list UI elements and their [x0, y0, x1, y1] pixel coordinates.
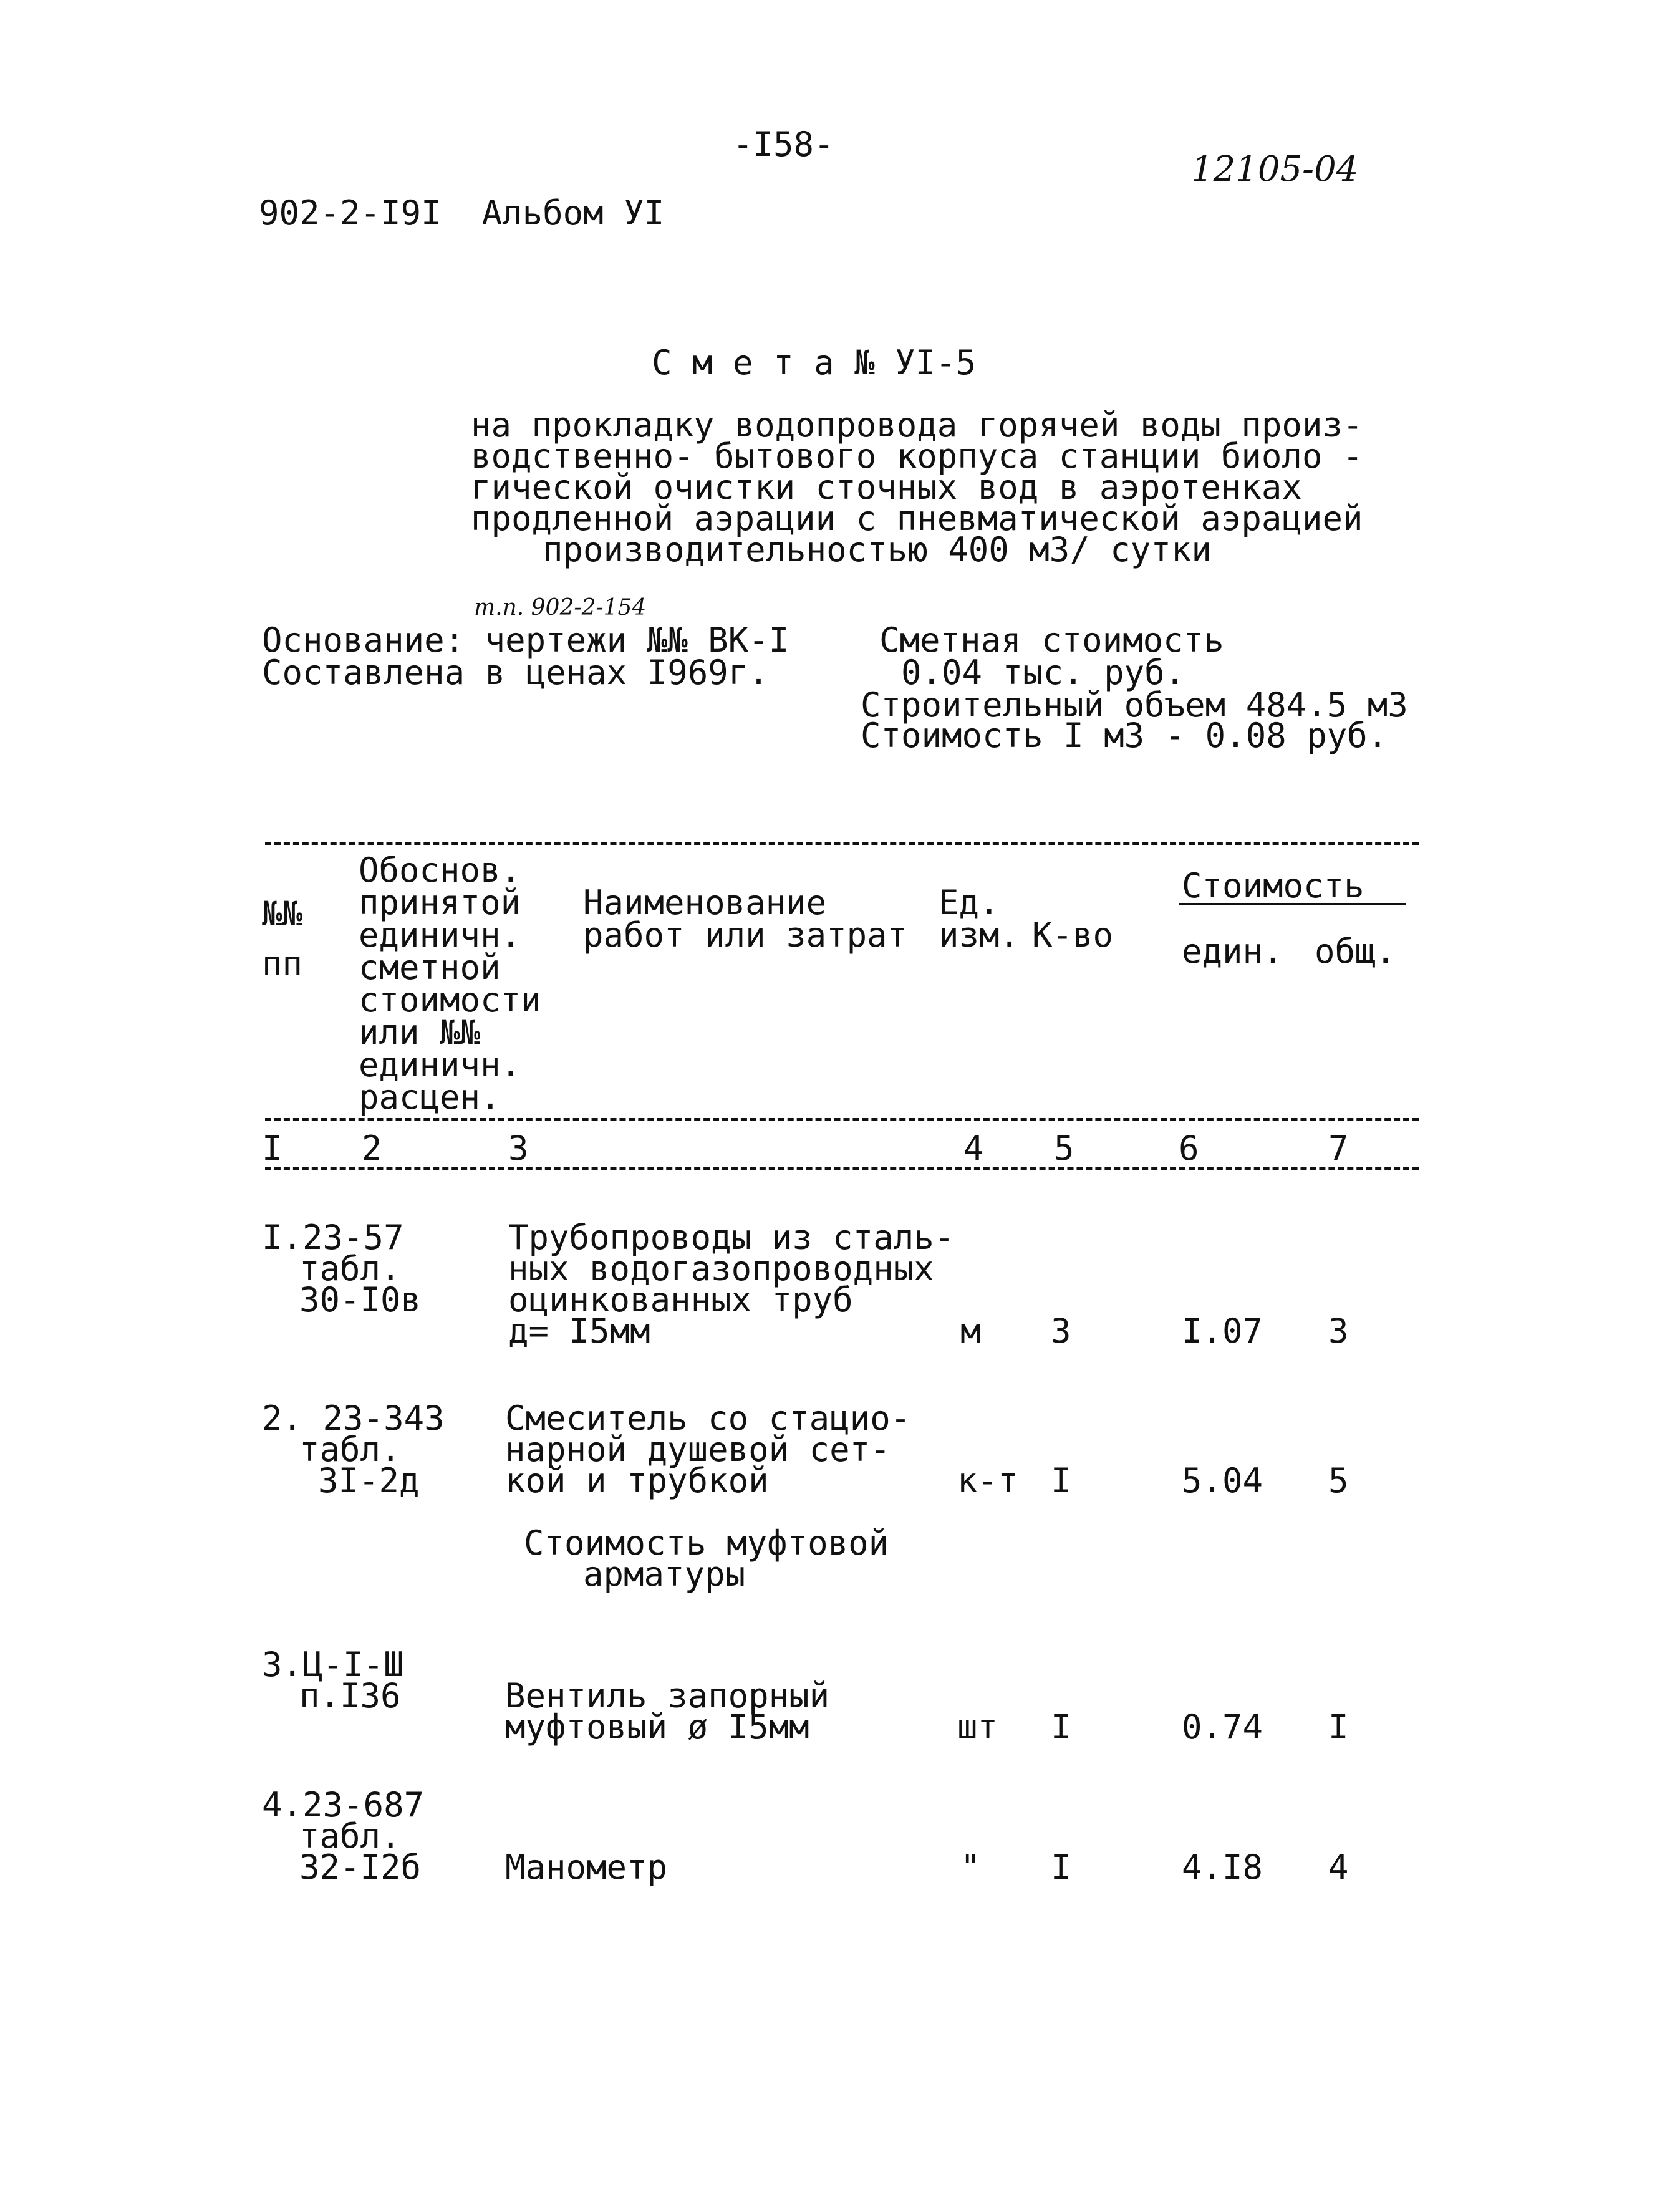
row-2-name-line-1: Смеситель со стацио- — [505, 1399, 911, 1438]
estimate-subtitle-line-4: продленной аэрации с пневматической аэрацией — [471, 499, 1363, 538]
column-number-1: I — [262, 1129, 282, 1168]
header-cost: Стоимость — [1182, 866, 1364, 905]
row-3-basis-line-2: п.I36 — [299, 1676, 401, 1715]
header-basis-line-6: или №№ — [359, 1013, 481, 1052]
table-header-rule — [265, 1118, 1419, 1121]
row-3-basis-line-1: 3.Ц-I-Ш — [262, 1645, 404, 1684]
row-2-total: 5 — [1328, 1461, 1349, 1500]
header-basis-line-5: стоимости — [359, 980, 541, 1020]
row-1-name-line-2: ных водогазопроводных — [508, 1249, 934, 1288]
cost-summary-line-2: 0.04 тыс. руб. — [901, 653, 1185, 692]
header-basis-line-4: сметной — [359, 948, 501, 987]
basis-line-2: Составлена в ценах I969г. — [262, 653, 769, 692]
header-basis-line-3: единичн. — [359, 915, 521, 955]
header-num-line-2: пп — [262, 944, 303, 983]
row-4-basis-line-2: табл. — [299, 1816, 401, 1856]
row-4-name-line-1: Манометр — [505, 1848, 668, 1887]
row-2-basis-line-2: табл. — [299, 1430, 401, 1469]
header-basis-line-1: Обоснов. — [359, 851, 521, 890]
row-2-basis-line-3: 3I-2д — [318, 1461, 420, 1500]
row-4-basis-line-3: 32-I2б — [299, 1848, 422, 1887]
header-cost-total: общ. — [1315, 932, 1396, 971]
header-cost-unit: един. — [1182, 932, 1283, 971]
row-2-unit: к-т — [957, 1461, 1018, 1500]
row-1-name-line-4: д= I5мм — [508, 1311, 650, 1351]
row-1-quantity: 3 — [1051, 1311, 1071, 1351]
row-1-unit: м — [960, 1311, 981, 1351]
handwritten-note: т.п. 902-2-154 — [474, 595, 647, 620]
header-num-line-1: №№ — [262, 894, 303, 933]
row-1-basis-line-2: табл. — [299, 1249, 401, 1288]
column-number-6: 6 — [1179, 1129, 1199, 1168]
cost-summary-line-4: Стоимость I м3 - 0.08 руб. — [861, 716, 1388, 755]
header-cost-underline — [1179, 903, 1406, 905]
row-3-total: I — [1328, 1707, 1349, 1747]
row-1-basis-line-3: 30-I0в — [299, 1280, 422, 1319]
row-2-name-line-3: кой и трубкой — [505, 1461, 769, 1500]
header-basis-line-8: расцен. — [359, 1077, 501, 1117]
header-quantity: К-во — [1032, 915, 1114, 955]
section-heading-line-2: арматуры — [583, 1555, 746, 1594]
row-1-unit-cost: I.07 — [1182, 1311, 1263, 1351]
basis-line-1: Основание: чертежи №№ ВК-I — [262, 620, 789, 660]
cost-summary-line-1: Сметная стоимость — [879, 620, 1224, 660]
row-1-total: 3 — [1328, 1311, 1349, 1351]
row-1-name-line-1: Трубопроводы из сталь- — [508, 1218, 955, 1257]
header-unit-line-1: Ед. — [939, 883, 1000, 922]
row-2-unit-cost: 5.04 — [1182, 1461, 1263, 1500]
estimate-title: С м е т а № УI-5 — [652, 343, 977, 382]
row-3-quantity: I — [1051, 1707, 1071, 1747]
estimate-subtitle-line-5: производительностью 400 м3/ сутки — [543, 530, 1212, 569]
page-number: -I58- — [733, 125, 834, 164]
header-basis-line-2: принятой — [359, 883, 521, 922]
row-3-unit-cost: 0.74 — [1182, 1707, 1263, 1747]
header-basis-line-7: единичн. — [359, 1045, 521, 1084]
row-4-basis-line-1: 4.23-687 — [262, 1785, 425, 1825]
header-name-line-2: работ или затрат — [583, 915, 908, 955]
column-number-3: 3 — [508, 1129, 529, 1168]
archive-number: 12105-04 — [1191, 149, 1359, 190]
estimate-subtitle-line-1: на прокладку водопровода горячей воды произ- — [471, 405, 1363, 445]
row-4-unit: " — [960, 1848, 981, 1887]
header-name-line-1: Наименование — [583, 883, 827, 922]
column-number-4: 4 — [963, 1129, 984, 1168]
row-4-quantity: I — [1051, 1848, 1071, 1887]
row-2-quantity: I — [1051, 1461, 1071, 1500]
column-number-7: 7 — [1328, 1129, 1349, 1168]
row-2-name-line-2: нарной душевой сет- — [505, 1430, 891, 1469]
estimate-subtitle-line-2: водственно- бытового корпуса станции биоло - — [471, 436, 1363, 476]
project-reference: 902-2-I9I Альбом УI — [259, 193, 665, 233]
cost-summary-line-3: Строительный объем 484.5 м3 — [861, 685, 1408, 725]
column-number-5: 5 — [1054, 1129, 1074, 1168]
row-2-basis-line-1: 2. 23-343 — [262, 1399, 445, 1438]
row-3-name-line-1: Вентиль запорный — [505, 1676, 830, 1715]
row-1-basis-line-1: I.23-57 — [262, 1218, 404, 1257]
row-3-unit: шт — [957, 1707, 998, 1747]
section-heading-line-1: Стоимость муфтовой — [524, 1523, 889, 1563]
estimate-subtitle-line-3: гической очистки сточных вод в аэротенках — [471, 468, 1302, 507]
row-1-name-line-3: оцинкованных труб — [508, 1280, 853, 1319]
row-3-name-line-2: муфтовый ø I5мм — [505, 1707, 809, 1747]
table-top-rule — [265, 842, 1419, 845]
row-4-unit-cost: 4.I8 — [1182, 1848, 1263, 1887]
row-4-total: 4 — [1328, 1848, 1349, 1887]
column-number-2: 2 — [362, 1129, 382, 1168]
header-unit-line-2: изм. — [939, 915, 1020, 955]
column-number-rule — [265, 1167, 1419, 1170]
